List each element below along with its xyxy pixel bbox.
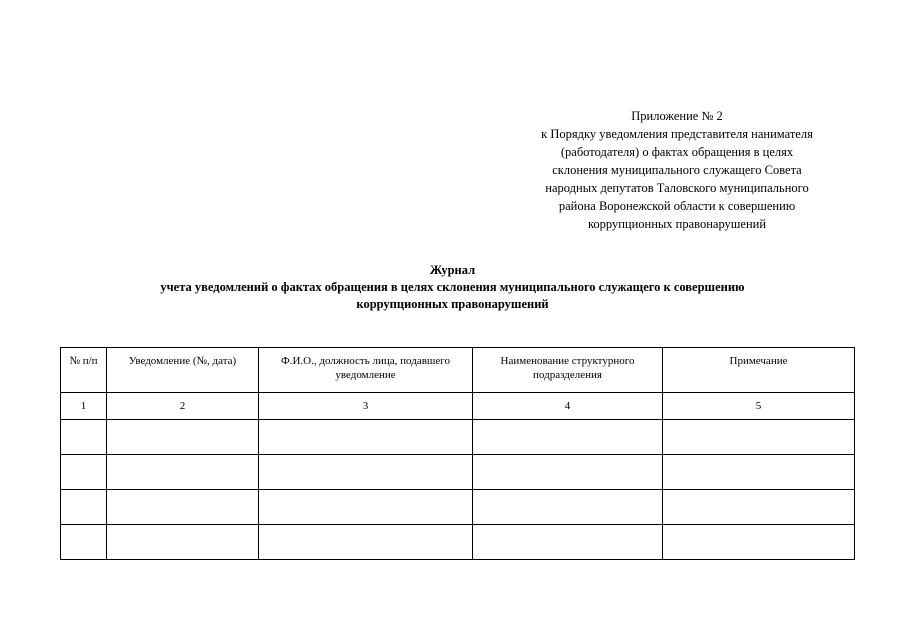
column-number-cell: 1 <box>61 393 107 420</box>
journal-subtitle-line: коррупционных правонарушений <box>356 297 549 311</box>
header-text: подразделения <box>533 369 602 381</box>
table-row <box>61 420 855 455</box>
column-number-cell: 3 <box>259 393 473 420</box>
table-cell <box>107 420 259 455</box>
journal-title: Журнал <box>429 263 476 277</box>
header-number <box>61 348 107 393</box>
table-cell <box>473 420 663 455</box>
table-cell <box>259 490 473 525</box>
journal-subtitle-line: учета уведомлений о фактах обращения в целях склонения муниципального служащего к совершению <box>160 280 745 294</box>
appendix-line: (работодателя) о фактах обращения в целях <box>560 145 794 159</box>
table-cell <box>61 490 107 525</box>
table-cell <box>61 420 107 455</box>
table-cell <box>473 490 663 525</box>
table-cell <box>473 525 663 560</box>
table-row <box>61 455 855 490</box>
table-cell <box>259 420 473 455</box>
appendix-line: коррупционных правонарушений <box>587 217 767 231</box>
column-number-cell: 5 <box>663 393 855 420</box>
appendix-line: района Воронежской области к совершению <box>558 199 796 213</box>
table-cell <box>259 455 473 490</box>
table-cell <box>107 525 259 560</box>
table-row <box>61 525 855 560</box>
table-cell <box>663 455 855 490</box>
appendix-block <box>500 107 854 233</box>
header-note <box>663 348 855 393</box>
appendix-heading: Приложение № 2 <box>631 109 723 123</box>
journal-title-block <box>0 262 905 313</box>
appendix-line: к Порядку уведомления представителя нанимателя <box>541 127 813 141</box>
column-number-row <box>61 393 855 420</box>
appendix-line: склонения муниципального служащего Совета <box>552 163 802 177</box>
appendix-line: народных депутатов Таловского муниципального <box>545 181 809 195</box>
header-text: уведомление <box>335 369 396 381</box>
table-cell <box>663 490 855 525</box>
header-text: Уведомление (№, дата) <box>128 355 237 367</box>
column-number-cell: 2 <box>107 393 259 420</box>
journal-table <box>60 347 855 560</box>
table-cell <box>259 525 473 560</box>
table-row <box>61 490 855 525</box>
table-cell <box>663 420 855 455</box>
column-number-cell: 4 <box>473 393 663 420</box>
header-department <box>473 348 663 393</box>
header-person <box>259 348 473 393</box>
table-cell <box>473 455 663 490</box>
header-text: Примечание <box>729 355 788 367</box>
header-text: Наименование структурного <box>500 355 635 367</box>
table-cell <box>61 525 107 560</box>
header-text: № п/п <box>69 355 98 367</box>
table-cell <box>107 490 259 525</box>
table-cell <box>107 455 259 490</box>
table-cell <box>61 455 107 490</box>
table-cell <box>663 525 855 560</box>
table-header-row <box>61 348 855 393</box>
header-notification <box>107 348 259 393</box>
header-text: Ф.И.О., должность лица, подавшего <box>281 355 450 367</box>
